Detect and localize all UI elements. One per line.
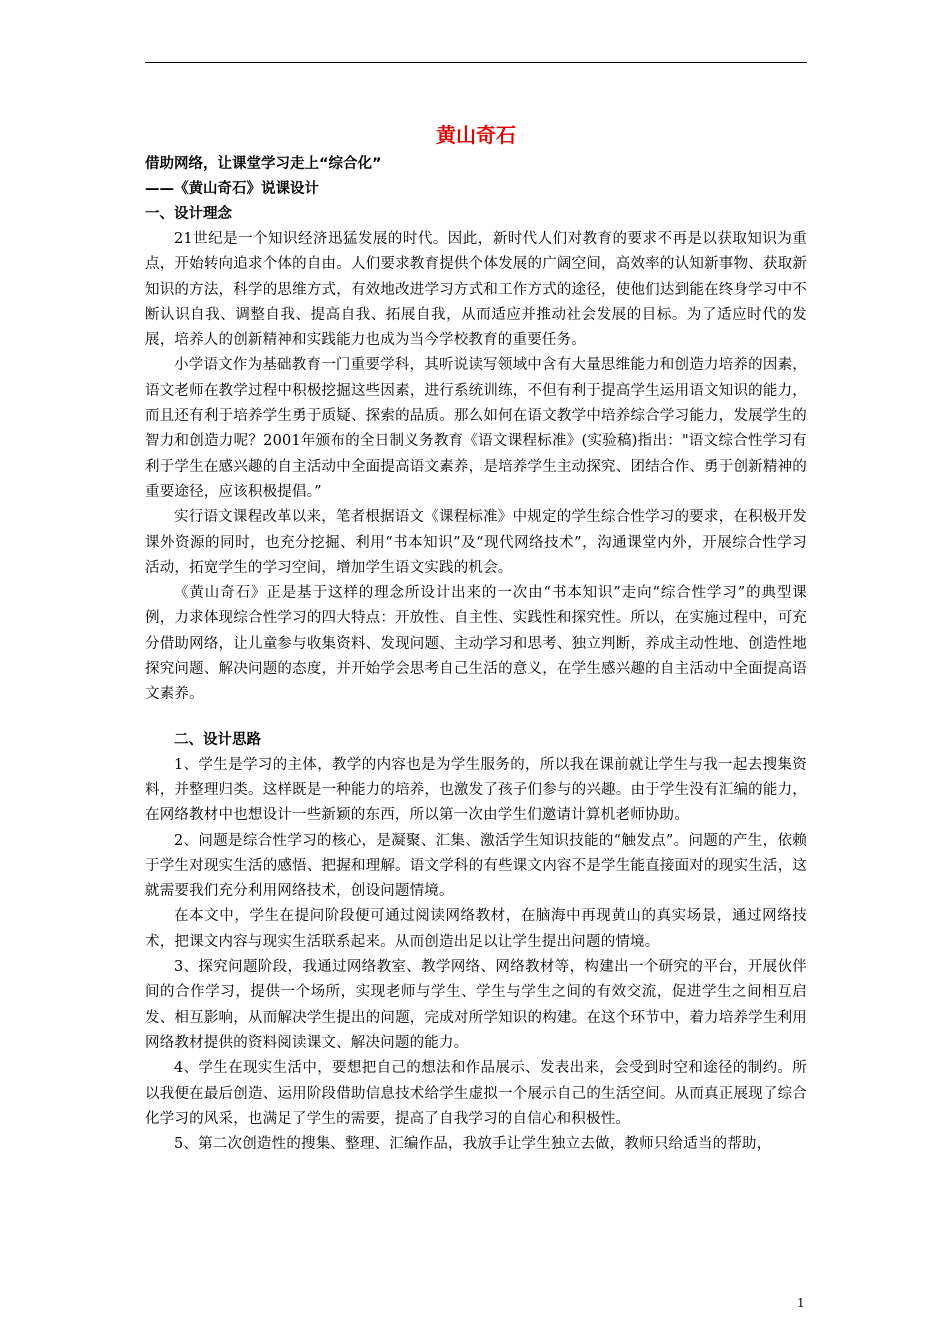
paragraph: 小学语文作为基础教育一门重要学科，其听说读写领域中含有大量思维能力和创造力培养的因素，语文老师在教学过程中积极挖掘这些因素，进行系统训练，不但有利于提高学生运用语文知识的能力，而且还有利于培养学生勇于质疑、探索的品质。那么如何在语文教学中培养综合学习能力，发展学生的智力和创造力呢？2001年颁布的全日制义务教育《语文课程标准》(实验稿)指出："语文综合性学习有利于学生在感兴趣的自主活动中全面提高语文素养，是培养学生主动探究、团结合作、勇于创新精神的重要途径，应该积极提倡。” [145,357,807,500]
paragraph: 在本文中，学生在提问阶段便可通过阅读网络教材，在脑海中再现黄山的真实场景，通过网络技术，把课文内容与现实生活联系起来。从而创造出足以让学生提出问题的情境。 [145,908,807,950]
paragraph: 1、学生是学习的主体，教学的内容也是为学生服务的，所以我在课前就让学生与我一起去搜集资料，并整理归类。这样既是一种能力的培养，也激发了孩子们参与的兴趣。由于学生没有汇编的能力，在网络教材中也想设计一些新颖的东西，所以第一次由学生们邀请计算机老师协助。 [145,756,807,824]
paragraph: 5、第二次创造性的搜集、整理、汇编作品，我放手让学生独立去做，教师只给适当的帮助， [174,1136,772,1153]
section-2-heading: 二、设计思路 [174,731,261,748]
page-number: 1 [797,1296,805,1310]
paragraph: 实行语文课程改革以来，笔者根据语文《课程标准》中规定的学生综合性学习的要求，在积极开发课外资源的同时，也充分挖掘、利用“书本知识”及“现代网络技术”，沟通课堂内外，开展综合性学习活动，拓宽学生的学习空间，增加学生语文实践的机会。 [145,509,807,576]
paragraph: 3、探究问题阶段，我通过网络教室、教学网络、网络教材等，构建出一个研究的平台，开展伙伴间的合作学习，提供一个场所，实现老师与学生、学生与学生之间的有效交流，促进学生之间相互启发、相互影响，从而解决学生提出的问题，完成对所学知识的构建。在这个环节中，着力培养学生利用网络教材提供的资料阅读课文、解决问题的能力。 [145,959,807,1051]
paragraph: 2、问题是综合性学习的核心，是凝聚、汇集、激活学生知识技能的“触发点”。问题的产生，依赖于学生对现实生活的感悟、把握和理解。语文学科的有些课文内容不是学生能直接面对的现实生活，这就需要我们充分利用网络技术，创设问题情境。 [145,832,807,900]
document-body [145,120,807,1157]
document-title: 黄山奇石 [436,123,516,147]
section-gap [145,708,807,728]
paragraph: 4、学生在现实生活中，要想把自己的想法和作品展示、发表出来，会受到时空和途径的制约。所以我便在最后创造、运用阶段借助信息技术给学生虚拟一个展示自己的生活空间。从而真正展现了综合化学习的风采，也满足了学生的需要，提高了自我学习的自信心和积极性。 [145,1060,807,1127]
document-subtitle: 借助网络，让课堂学习走上“综合化” [145,156,382,172]
document-subtitle-2: ——《黄山奇石》说课设计 [145,181,319,197]
paragraph: 《黄山奇石》正是基于这样的理念所设计出来的一次由“书本知识”走向“综合性学习”的典型课例，力求体现综合性学习的四大特点：开放性、自主性、实践性和探究性。所以，在实施过程中，可充分借助网络，让儿童参与收集资料、发现问题、主动学习和思考、独立判断，养成主动性地、创造性地探究问题、解决问题的态度，并开始学会思考自己生活的意义，在学生感兴趣的自主活动中全面提高语文素养。 [145,585,807,703]
section-1-heading: 一、设计理念 [145,206,232,222]
header-rule [145,62,807,63]
paragraph: 21世纪是一个知识经济迅猛发展的时代。因此，新时代人们对教育的要求不再是以获取知识为重点，开始转向追求个体的自由。人们要求教育提供个体发展的广阔空间，高效率的认知新事物、获取新知识的方法，科学的思维方式，有效地改进学习方式和工作方式的途径，使他们达到能在终身学习中不断认识自我、调整自我、提高自我、拓展自我，从而适应并推动社会发展的目标。为了适应时代的发展，培养人的创新精神和实践能力也成为当今学校教育的重要任务。 [145,231,807,349]
